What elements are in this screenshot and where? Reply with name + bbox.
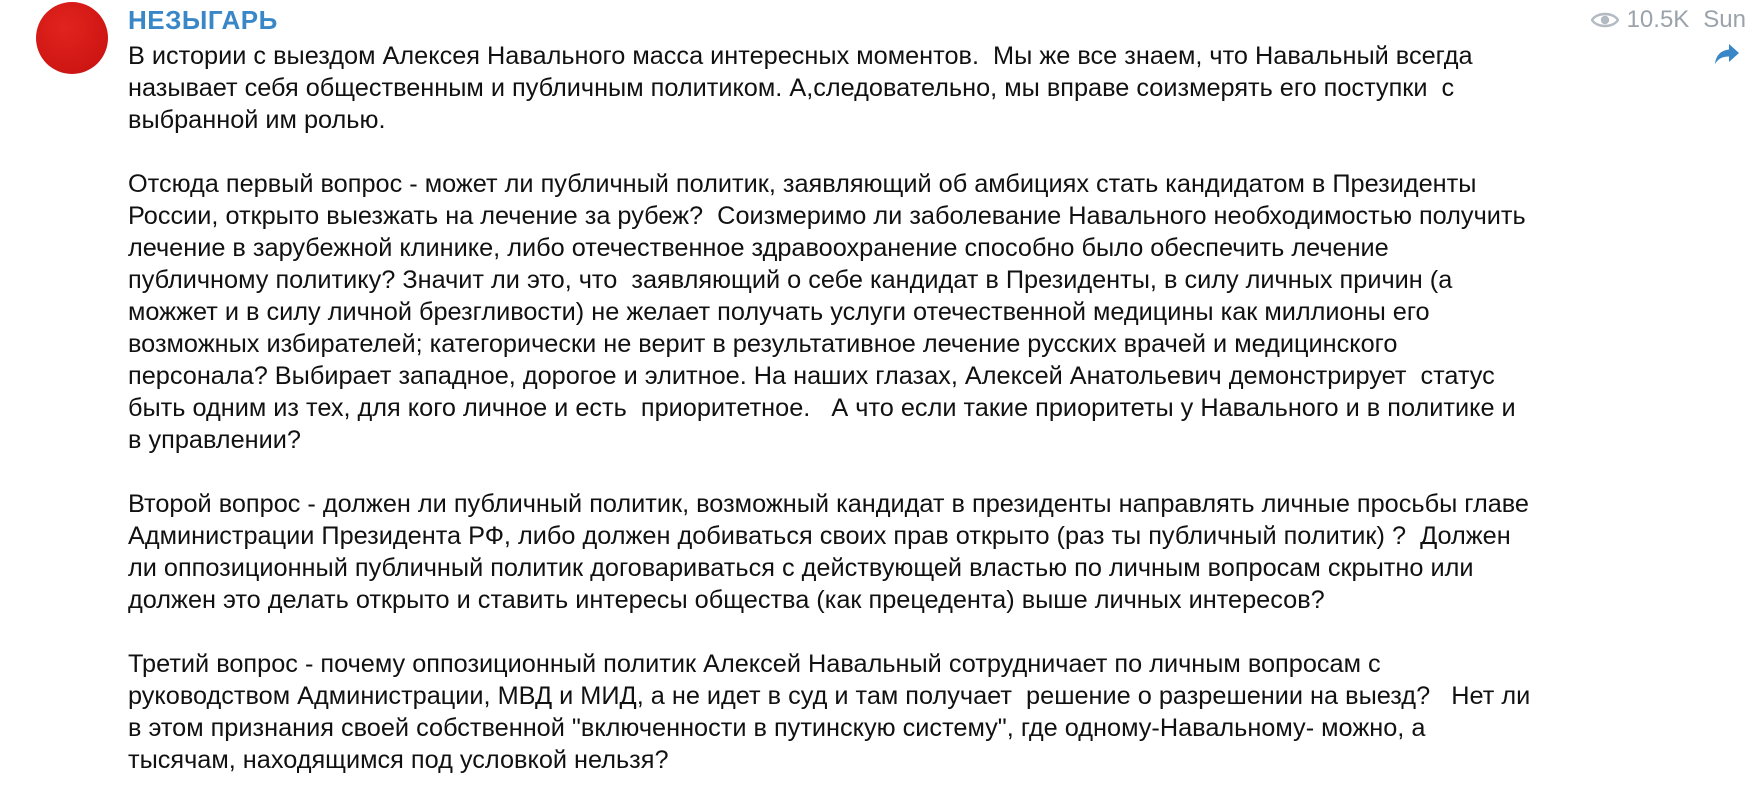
channel-name[interactable]: НЕЗЫГАРЬ xyxy=(128,5,278,35)
message-paragraph: Второй вопрос - должен ли публичный политик, возможный кандидат в президенты направлять личные просьбы главе Администрации Президента РФ, либо должен добиваться своих прав открыто (раз ты публичный политик) ? Должен ли оппозиционный публичный политик договариваться с действующей властью по личным вопросам скрытно или должен это делать открыто и ставить интересы общества (как прецедента) выше личных интересов? xyxy=(128,490,1529,614)
channel-avatar[interactable] xyxy=(36,2,108,74)
post-meta xyxy=(1591,4,1746,36)
eye-icon xyxy=(1591,11,1619,29)
message-text xyxy=(128,40,1688,808)
message-paragraph: Третий вопрос - почему оппозиционный политик Алексей Навальный сотрудничает по личным вопросам с руководством Администрации, МВД и МИД, а не идет в суд и там получает решение о разрешении на выезд? Нет ли в этом признания своей собственной "включенности в путинскую систему", где одному-Навальному- можно, а тысячам, находящимся под условкой нельзя? xyxy=(128,650,1531,774)
post-date: Sun xyxy=(1703,6,1746,33)
share-icon[interactable] xyxy=(1714,42,1740,66)
view-count: 10.5K xyxy=(1626,6,1690,33)
message-paragraph: В истории с выездом Алексея Навального масса интересных моментов. Мы же все знаем, что Навальный всегда называет себя общественным и публичным политиком. А,следовательно, мы вправе соизмерять его поступки с выбранной им ролью. xyxy=(128,42,1473,134)
message-paragraph: Отсюда первый вопрос - может ли публичный политик, заявляющий об амбициях стать кандидатом в Президенты России, открыто выезжать на лечение за рубеж? Соизмеримо ли заболевание Навального необходимостью получить лечение в зарубежной клинике, либо отечественное здравоохранение способно было обеспечить лечение публичному политику? Значит ли это, что заявляющий о себе кандидат в Президенты, в силу личных причин (а можжет и в силу личной брезгливости) не желает получать услуги отечественной медицины как миллионы его возможных избирателей; категорически не верит в результативное лечение русских врачей и медицинского персонала? Выбирает западное, дорогое и элитное. На наших глазах, Алексей Анатольевич демонстрирует статус быть одним из тех, для кого личное и есть приоритетное. А что если такие приоритеты у Навального и в политике и в управлении? xyxy=(128,170,1526,454)
